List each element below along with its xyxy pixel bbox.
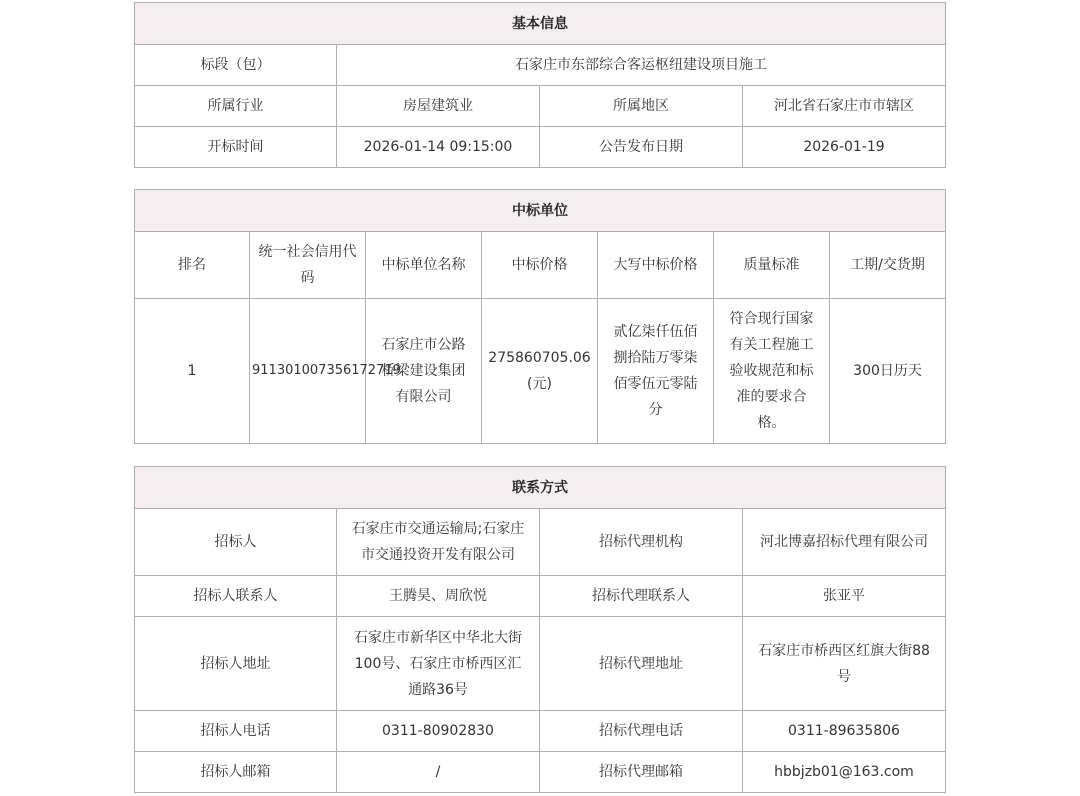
tenderer-address-label: 招标人地址 bbox=[135, 617, 337, 711]
region-value: 河北省石家庄市市辖区 bbox=[743, 86, 946, 127]
open-time-value: 2026-01-14 09:15:00 bbox=[337, 127, 540, 168]
row-credit-code: 911301007356172719 bbox=[250, 299, 366, 444]
agency-label: 招标代理机构 bbox=[540, 509, 743, 576]
agency-value: 河北博嘉招标代理有限公司 bbox=[743, 509, 946, 576]
section-value: 石家庄市东部综合客运枢纽建设项目施工 bbox=[337, 45, 946, 86]
winner-table bbox=[134, 189, 946, 444]
section-label: 标段（包） bbox=[135, 45, 337, 86]
winner-title: 中标单位 bbox=[135, 190, 946, 232]
agency-address-value: 石家庄市桥西区红旗大街88号 bbox=[743, 617, 946, 711]
contact-table bbox=[134, 466, 946, 793]
basic-info-title: 基本信息 bbox=[135, 3, 946, 45]
row-price-upper: 贰亿柒仟伍佰捌拾陆万零柒佰零伍元零陆分 bbox=[598, 299, 714, 444]
tenderer-phone-value: 0311-80902830 bbox=[337, 711, 540, 752]
row-price: 275860705.06(元) bbox=[482, 299, 598, 444]
tenderer-email-label: 招标人邮箱 bbox=[135, 752, 337, 793]
tenderer-label: 招标人 bbox=[135, 509, 337, 576]
row-quality: 符合现行国家有关工程施工验收规范和标准的要求合格。 bbox=[714, 299, 830, 444]
row-winner-name: 石家庄市公路桥梁建设集团有限公司 bbox=[366, 299, 482, 444]
region-label: 所属地区 bbox=[540, 86, 743, 127]
tenderer-contact-value: 王腾昊、周欣悦 bbox=[337, 576, 540, 617]
agency-phone-value: 0311-89635806 bbox=[743, 711, 946, 752]
table-row bbox=[135, 299, 946, 444]
row-rank: 1 bbox=[135, 299, 250, 444]
tenderer-contact-label: 招标人联系人 bbox=[135, 576, 337, 617]
tenderer-email-value: / bbox=[337, 752, 540, 793]
agency-email-label: 招标代理邮箱 bbox=[540, 752, 743, 793]
header-period: 工期/交货期 bbox=[830, 232, 946, 299]
open-time-label: 开标时间 bbox=[135, 127, 337, 168]
row-period: 300日历天 bbox=[830, 299, 946, 444]
header-price: 中标价格 bbox=[482, 232, 598, 299]
agency-contact-label: 招标代理联系人 bbox=[540, 576, 743, 617]
agency-email-value: hbbjzb01@163.com bbox=[743, 752, 946, 793]
contact-title: 联系方式 bbox=[135, 467, 946, 509]
industry-label: 所属行业 bbox=[135, 86, 337, 127]
publish-date-value: 2026-01-19 bbox=[743, 127, 946, 168]
agency-phone-label: 招标代理电话 bbox=[540, 711, 743, 752]
header-winner-name: 中标单位名称 bbox=[366, 232, 482, 299]
header-credit-code: 统一社会信用代码 bbox=[250, 232, 366, 299]
header-rank: 排名 bbox=[135, 232, 250, 299]
header-quality: 质量标准 bbox=[714, 232, 830, 299]
basic-info-table bbox=[134, 2, 946, 168]
header-price-upper: 大写中标价格 bbox=[598, 232, 714, 299]
industry-value: 房屋建筑业 bbox=[337, 86, 540, 127]
tenderer-value: 石家庄市交通运输局;石家庄市交通投资开发有限公司 bbox=[337, 509, 540, 576]
publish-date-label: 公告发布日期 bbox=[540, 127, 743, 168]
agency-contact-value: 张亚平 bbox=[743, 576, 946, 617]
tenderer-address-value: 石家庄市新华区中华北大街100号、石家庄市桥西区汇通路36号 bbox=[337, 617, 540, 711]
agency-address-label: 招标代理地址 bbox=[540, 617, 743, 711]
tenderer-phone-label: 招标人电话 bbox=[135, 711, 337, 752]
